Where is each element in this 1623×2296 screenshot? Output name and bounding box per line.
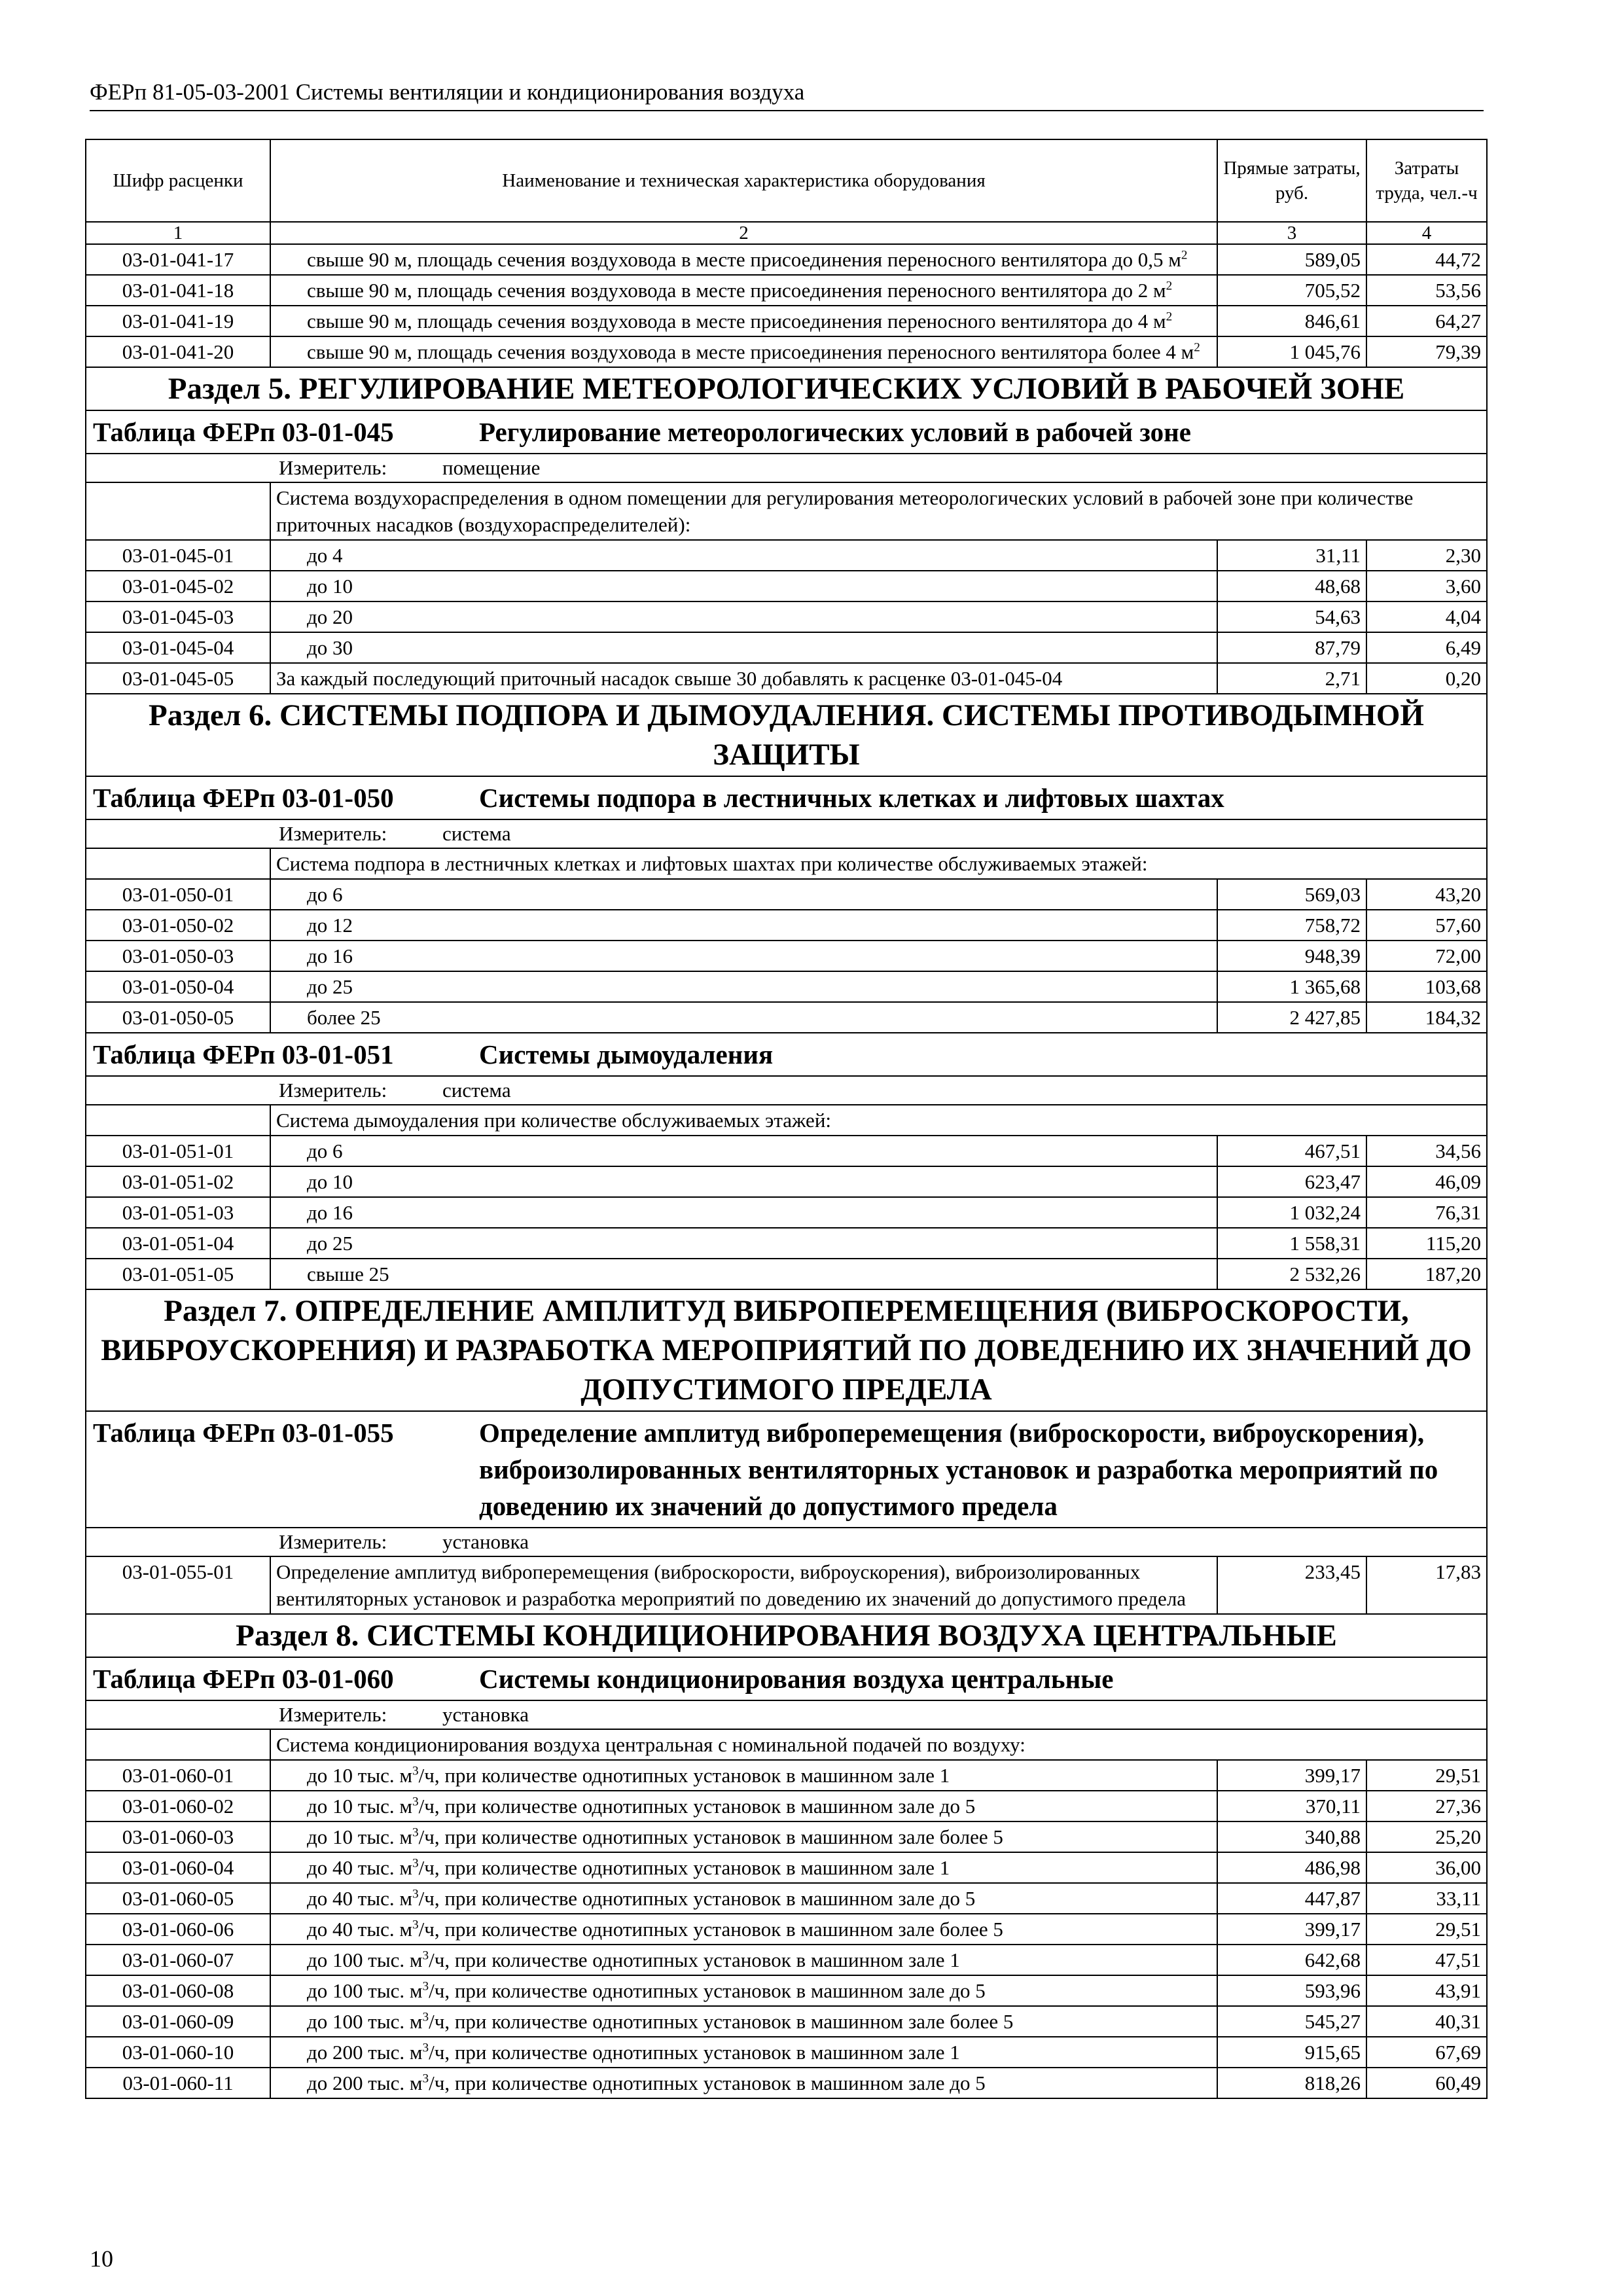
direct-cost: 87,79	[1217, 632, 1366, 663]
unit-exponent: 3	[412, 1856, 419, 1871]
col-header-code: Шифр расценки	[86, 139, 270, 222]
direct-cost: 569,03	[1217, 879, 1366, 910]
rate-description-text: свыше 90 м, площадь сечения воздуховода в месте присоединения переносного вентилятора более 4 м	[307, 340, 1194, 363]
labor-cost: 72,00	[1366, 941, 1487, 971]
rate-description	[270, 1852, 1217, 1883]
unit-exponent: 3	[412, 1918, 419, 1932]
table-title: Регулирование метеорологических условий в рабочей зоне	[479, 417, 1191, 447]
rate-code: 03-01-060-04	[86, 1852, 270, 1883]
rate-description-end: /ч, при количестве однотипных установок в машинном зале более 5	[429, 2010, 1014, 2033]
rate-description-end: /ч, при количестве однотипных установок в машинном зале 1	[418, 1764, 950, 1787]
direct-cost: 545,27	[1217, 2006, 1366, 2037]
unit-exponent: 2	[1166, 310, 1173, 324]
table-note: Система воздухораспределения в одном помещении для регулирования метеорологических условий в рабочей зоне при количестве приточных насадков (воздухораспределителей):	[270, 482, 1487, 540]
direct-cost: 31,11	[1217, 540, 1366, 571]
table-row	[86, 336, 1487, 367]
measurement-row	[86, 819, 1487, 848]
rate-description-text: свыше 90 м, площадь сечения воздуховода в месте присоединения переносного вентилятора до 4 м	[307, 310, 1166, 332]
empty-code-cell	[86, 1105, 270, 1136]
rate-description	[270, 2068, 1217, 2098]
table-row	[86, 1883, 1487, 1914]
table-code: Таблица ФЕРп 03-01-050	[93, 783, 394, 813]
labor-cost: 40,31	[1366, 2006, 1487, 2037]
rate-code: 03-01-041-20	[86, 336, 270, 367]
rate-description	[270, 1556, 1217, 1614]
direct-cost: 399,17	[1217, 1760, 1366, 1791]
rate-description-text: до 4	[307, 544, 343, 567]
unit-exponent: 3	[412, 1887, 419, 1901]
table-heading	[86, 1657, 1487, 1700]
table-row	[86, 2068, 1487, 2098]
rate-description	[270, 2037, 1217, 2068]
table-heading-row	[86, 1657, 1487, 1700]
table-note-row	[86, 1729, 1487, 1760]
labor-cost: 64,27	[1366, 306, 1487, 336]
table-row	[86, 1914, 1487, 1945]
direct-cost: 705,52	[1217, 275, 1366, 306]
rate-description-text: до 6	[307, 1139, 343, 1162]
direct-cost: 623,47	[1217, 1166, 1366, 1197]
rate-description	[270, 632, 1217, 663]
rate-description-start: до 200 тыс. м	[307, 2041, 423, 2064]
table-code: Таблица ФЕРп 03-01-055	[93, 1418, 394, 1448]
measurement-unit	[86, 819, 1487, 848]
rate-description-text: более 25	[307, 1006, 381, 1029]
rate-code: 03-01-050-04	[86, 971, 270, 1002]
rate-description-end: /ч, при количестве однотипных установок в машинном зале 1	[418, 1856, 950, 1879]
rate-description-start: до 40 тыс. м	[307, 1856, 413, 1879]
direct-cost: 642,68	[1217, 1945, 1366, 1975]
rate-description	[270, 1883, 1217, 1914]
table-heading	[86, 410, 1487, 454]
labor-cost: 36,00	[1366, 1852, 1487, 1883]
table-row	[86, 971, 1487, 1002]
table-row	[86, 540, 1487, 571]
measurement-unit	[86, 1076, 1487, 1105]
table-title: Системы подпора в лестничных клетках и лифтовых шахтах	[479, 783, 1224, 813]
rate-description-end: /ч, при количестве однотипных установок в машинном зале 1	[429, 2041, 960, 2064]
rate-description-end: /ч, при количестве однотипных установок в машинном зале до 5	[418, 1887, 976, 1910]
rate-description-text: до 25	[307, 975, 353, 998]
rate-description	[270, 540, 1217, 571]
table-row	[86, 306, 1487, 336]
rate-description	[270, 1975, 1217, 2006]
rate-description-text: до 30	[307, 636, 353, 659]
rate-description	[270, 244, 1217, 275]
rate-code: 03-01-050-03	[86, 941, 270, 971]
table-row	[86, 941, 1487, 971]
rate-description-text: Определение амплитуд виброперемещения (виброскорости, виброускорения), виброизолированных вентиляторных установок и разработка мероприятий по доведению их значений до допустимого предела	[276, 1560, 1186, 1610]
table-note: Система подпора в лестничных клетках и лифтовых шахтах при количестве обслуживаемых этажей:	[270, 848, 1487, 879]
unit-exponent: 3	[422, 1948, 429, 1963]
rate-description	[270, 1259, 1217, 1289]
rate-description-end: /ч, при количестве однотипных установок в машинном зале до 5	[418, 1795, 976, 1818]
measurement-label: Измеритель:	[279, 1530, 387, 1553]
direct-cost: 593,96	[1217, 1975, 1366, 2006]
rate-description-start: до 40 тыс. м	[307, 1887, 413, 1910]
rate-description	[270, 336, 1217, 367]
rate-description-end: /ч, при количестве однотипных установок в машинном зале более 5	[418, 1825, 1003, 1848]
direct-cost: 370,11	[1217, 1791, 1366, 1821]
rate-code: 03-01-060-06	[86, 1914, 270, 1945]
table-row	[86, 663, 1487, 694]
unit-exponent: 3	[412, 1795, 419, 1809]
rate-code: 03-01-041-18	[86, 275, 270, 306]
rate-description-text: свыше 25	[307, 1263, 389, 1285]
rate-description	[270, 1945, 1217, 1975]
labor-cost: 3,60	[1366, 571, 1487, 601]
table-row	[86, 879, 1487, 910]
rate-code: 03-01-060-09	[86, 2006, 270, 2037]
rate-description-start: до 100 тыс. м	[307, 1948, 423, 1971]
direct-cost: 2 532,26	[1217, 1259, 1366, 1289]
section-heading-row	[86, 694, 1487, 776]
col-number-4: 4	[1366, 222, 1487, 244]
rate-code: 03-01-045-04	[86, 632, 270, 663]
rate-description	[270, 1821, 1217, 1852]
direct-cost: 340,88	[1217, 1821, 1366, 1852]
unit-exponent: 3	[412, 1764, 419, 1778]
measurement-value: система	[442, 1079, 511, 1102]
labor-cost: 2,30	[1366, 540, 1487, 571]
table-note-row	[86, 482, 1487, 540]
rate-description	[270, 275, 1217, 306]
rate-description-start: до 10 тыс. м	[307, 1825, 413, 1848]
rate-code: 03-01-060-08	[86, 1975, 270, 2006]
rate-description-start: до 10 тыс. м	[307, 1764, 413, 1787]
table-row	[86, 601, 1487, 632]
measurement-value: система	[442, 822, 511, 845]
labor-cost: 184,32	[1366, 1002, 1487, 1033]
measurement-row	[86, 1700, 1487, 1729]
rate-code: 03-01-045-02	[86, 571, 270, 601]
unit-exponent: 3	[422, 2010, 429, 2024]
table-heading-row	[86, 410, 1487, 454]
rate-description-end: /ч, при количестве однотипных установок в машинном зале 1	[429, 1948, 960, 1971]
unit-exponent: 3	[422, 2072, 429, 2086]
table-note-row	[86, 1105, 1487, 1136]
table-row	[86, 1760, 1487, 1791]
measurement-label: Измеритель:	[279, 1703, 387, 1726]
table-code: Таблица ФЕРп 03-01-051	[93, 1039, 394, 1069]
rate-code: 03-01-051-04	[86, 1228, 270, 1259]
rate-description-text: свыше 90 м, площадь сечения воздуховода в месте присоединения переносного вентилятора до 2 м	[307, 279, 1166, 302]
rate-description	[270, 1166, 1217, 1197]
labor-cost: 29,51	[1366, 1760, 1487, 1791]
table-row	[86, 1945, 1487, 1975]
rates-table-body	[86, 139, 1487, 2098]
page-header: ФЕРп 81-05-03-2001 Системы вентиляции и кондиционирования воздуха	[90, 76, 1484, 111]
unit-exponent: 2	[1166, 279, 1173, 293]
direct-cost: 1 365,68	[1217, 971, 1366, 1002]
rate-description	[270, 571, 1217, 601]
direct-cost: 818,26	[1217, 2068, 1366, 2098]
page-number: 10	[90, 2246, 113, 2272]
measurement-row	[86, 1528, 1487, 1556]
labor-cost: 27,36	[1366, 1791, 1487, 1821]
col-number-1: 1	[86, 222, 270, 244]
rate-code: 03-01-045-01	[86, 540, 270, 571]
measurement-value: установка	[442, 1530, 529, 1553]
section-heading-row	[86, 1289, 1487, 1411]
rate-description	[270, 601, 1217, 632]
labor-cost: 34,56	[1366, 1136, 1487, 1166]
rate-description-text: до 25	[307, 1232, 353, 1255]
rate-code: 03-01-045-03	[86, 601, 270, 632]
direct-cost: 447,87	[1217, 1883, 1366, 1914]
direct-cost: 486,98	[1217, 1852, 1366, 1883]
column-number-row	[86, 222, 1487, 244]
labor-cost: 57,60	[1366, 910, 1487, 941]
table-row	[86, 632, 1487, 663]
section-heading-row	[86, 1614, 1487, 1657]
direct-cost: 233,45	[1217, 1556, 1366, 1614]
direct-cost: 1 032,24	[1217, 1197, 1366, 1228]
measurement-label: Измеритель:	[279, 822, 387, 845]
unit-exponent: 3	[422, 1979, 429, 1994]
rate-code: 03-01-060-02	[86, 1791, 270, 1821]
table-note-row	[86, 848, 1487, 879]
rate-description	[270, 971, 1217, 1002]
table-heading-row	[86, 776, 1487, 819]
col-number-3: 3	[1217, 222, 1366, 244]
rate-description	[270, 879, 1217, 910]
direct-cost: 399,17	[1217, 1914, 1366, 1945]
table-row	[86, 1556, 1487, 1614]
labor-cost: 6,49	[1366, 632, 1487, 663]
section-heading: Раздел 8. СИСТЕМЫ КОНДИЦИОНИРОВАНИЯ ВОЗДУХА ЦЕНТРАЛЬНЫЕ	[86, 1614, 1487, 1657]
rate-description	[270, 663, 1217, 694]
direct-cost: 589,05	[1217, 244, 1366, 275]
labor-cost: 60,49	[1366, 2068, 1487, 2098]
table-row	[86, 1002, 1487, 1033]
rate-description-text: до 20	[307, 605, 353, 628]
labor-cost: 33,11	[1366, 1883, 1487, 1914]
rate-code: 03-01-060-10	[86, 2037, 270, 2068]
rate-code: 03-01-051-02	[86, 1166, 270, 1197]
table-heading-row	[86, 1033, 1487, 1076]
rate-description	[270, 2006, 1217, 2037]
rate-description-end: /ч, при количестве однотипных установок в машинном зале до 5	[429, 2072, 986, 2094]
rate-code: 03-01-050-01	[86, 879, 270, 910]
rate-code: 03-01-060-01	[86, 1760, 270, 1791]
rate-description	[270, 306, 1217, 336]
rates-table	[85, 139, 1488, 2099]
direct-cost: 2 427,85	[1217, 1002, 1366, 1033]
labor-cost: 53,56	[1366, 275, 1487, 306]
table-row	[86, 244, 1487, 275]
rate-description	[270, 1914, 1217, 1945]
table-row	[86, 275, 1487, 306]
col-header-labor: Затраты труда, чел.-ч	[1366, 139, 1487, 222]
labor-cost: 187,20	[1366, 1259, 1487, 1289]
unit-exponent: 2	[1181, 248, 1188, 262]
rate-description-text: свыше 90 м, площадь сечения воздуховода в месте присоединения переносного вентилятора до 0,5 м	[307, 248, 1181, 271]
table-row	[86, 1852, 1487, 1883]
rate-description-end: /ч, при количестве однотипных установок в машинном зале до 5	[429, 1979, 986, 2002]
table-title: Определение амплитуд виброперемещения (виброскорости, виброускорения), виброизолированных вентиляторных установок и разработка мероприятий по доведению их значений до допустимого предела	[479, 1418, 1438, 1521]
rate-description-text: до 16	[307, 1201, 353, 1224]
rate-description	[270, 1228, 1217, 1259]
table-heading-row	[86, 1411, 1487, 1528]
measurement-row	[86, 1076, 1487, 1105]
table-row	[86, 1166, 1487, 1197]
direct-cost: 758,72	[1217, 910, 1366, 941]
labor-cost: 17,83	[1366, 1556, 1487, 1614]
direct-cost: 1 045,76	[1217, 336, 1366, 367]
measurement-row	[86, 454, 1487, 482]
table-heading	[86, 1033, 1487, 1076]
measurement-value: помещение	[442, 456, 541, 479]
measurement-unit	[86, 1700, 1487, 1729]
table-row	[86, 1259, 1487, 1289]
table-heading	[86, 776, 1487, 819]
rate-description-start: до 40 тыс. м	[307, 1918, 413, 1941]
rate-code: 03-01-041-19	[86, 306, 270, 336]
rate-description-start: до 10 тыс. м	[307, 1795, 413, 1818]
rate-code: 03-01-051-05	[86, 1259, 270, 1289]
empty-code-cell	[86, 848, 270, 879]
table-title: Системы кондиционирования воздуха центральные	[479, 1664, 1114, 1694]
direct-cost: 915,65	[1217, 2037, 1366, 2068]
table-row	[86, 1821, 1487, 1852]
rate-code: 03-01-060-07	[86, 1945, 270, 1975]
labor-cost: 29,51	[1366, 1914, 1487, 1945]
rate-description	[270, 1791, 1217, 1821]
direct-cost: 1 558,31	[1217, 1228, 1366, 1259]
direct-cost: 54,63	[1217, 601, 1366, 632]
labor-cost: 67,69	[1366, 2037, 1487, 2068]
section-heading: Раздел 5. РЕГУЛИРОВАНИЕ МЕТЕОРОЛОГИЧЕСКИХ УСЛОВИЙ В РАБОЧЕЙ ЗОНЕ	[86, 367, 1487, 410]
labor-cost: 4,04	[1366, 601, 1487, 632]
rate-code: 03-01-055-01	[86, 1556, 270, 1614]
rate-description	[270, 1197, 1217, 1228]
table-heading	[86, 1411, 1487, 1528]
rate-code: 03-01-050-05	[86, 1002, 270, 1033]
table-row	[86, 1197, 1487, 1228]
direct-cost: 948,39	[1217, 941, 1366, 971]
table-row	[86, 2037, 1487, 2068]
table-note: Система дымоудаления при количестве обслуживаемых этажей:	[270, 1105, 1487, 1136]
labor-cost: 0,20	[1366, 663, 1487, 694]
col-header-name: Наименование и техническая характеристика оборудования	[270, 139, 1217, 222]
rate-description-text: до 6	[307, 883, 343, 906]
rate-code: 03-01-051-01	[86, 1136, 270, 1166]
table-row	[86, 1975, 1487, 2006]
col-number-2: 2	[270, 222, 1217, 244]
labor-cost: 46,09	[1366, 1166, 1487, 1197]
rate-description-end: /ч, при количестве однотипных установок в машинном зале более 5	[418, 1918, 1003, 1941]
table-row	[86, 1228, 1487, 1259]
rate-description	[270, 941, 1217, 971]
rate-description-text: до 10	[307, 1170, 353, 1193]
rate-description	[270, 910, 1217, 941]
section-heading-row	[86, 367, 1487, 410]
table-code: Таблица ФЕРп 03-01-060	[93, 1664, 394, 1694]
table-row	[86, 571, 1487, 601]
labor-cost: 76,31	[1366, 1197, 1487, 1228]
rate-description-text: до 16	[307, 944, 353, 967]
rate-description-start: до 100 тыс. м	[307, 2010, 423, 2033]
table-row	[86, 910, 1487, 941]
rate-code: 03-01-060-11	[86, 2068, 270, 2098]
rate-code: 03-01-041-17	[86, 244, 270, 275]
rate-description	[270, 1002, 1217, 1033]
measurement-unit	[86, 454, 1487, 482]
labor-cost: 44,72	[1366, 244, 1487, 275]
labor-cost: 43,20	[1366, 879, 1487, 910]
direct-cost: 846,61	[1217, 306, 1366, 336]
rate-code: 03-01-060-05	[86, 1883, 270, 1914]
labor-cost: 47,51	[1366, 1945, 1487, 1975]
labor-cost: 43,91	[1366, 1975, 1487, 2006]
rate-code: 03-01-045-05	[86, 663, 270, 694]
table-row	[86, 1791, 1487, 1821]
unit-exponent: 3	[412, 1825, 419, 1840]
table-title: Системы дымоудаления	[479, 1039, 774, 1069]
direct-cost: 48,68	[1217, 571, 1366, 601]
labor-cost: 103,68	[1366, 971, 1487, 1002]
rate-code: 03-01-050-02	[86, 910, 270, 941]
measurement-label: Измеритель:	[279, 1079, 387, 1102]
unit-exponent: 2	[1194, 340, 1200, 355]
table-row	[86, 1136, 1487, 1166]
table-code: Таблица ФЕРп 03-01-045	[93, 417, 394, 447]
rate-description	[270, 1136, 1217, 1166]
table-note: Система кондиционирования воздуха центральная с номинальной подачей по воздуху:	[270, 1729, 1487, 1760]
rate-description-text: За каждый последующий приточный насадок свыше 30 добавлять к расценке 03-01-045-04	[276, 667, 1063, 690]
measurement-value: установка	[442, 1703, 529, 1726]
rate-description-text: до 12	[307, 914, 353, 937]
direct-cost: 467,51	[1217, 1136, 1366, 1166]
section-heading: Раздел 6. СИСТЕМЫ ПОДПОРА И ДЫМОУДАЛЕНИЯ. СИСТЕМЫ ПРОТИВОДЫМНОЙ ЗАЩИТЫ	[86, 694, 1487, 776]
measurement-label: Измеритель:	[279, 456, 387, 479]
rate-description-start: до 200 тыс. м	[307, 2072, 423, 2094]
rate-code: 03-01-051-03	[86, 1197, 270, 1228]
section-heading: Раздел 7. ОПРЕДЕЛЕНИЕ АМПЛИТУД ВИБРОПЕРЕМЕЩЕНИЯ (ВИБРОСКОРОСТИ, ВИБРОУСКОРЕНИЯ) И РАЗРАБОТКА МЕРОПРИЯТИЙ ПО ДОВЕДЕНИЮ ИХ ЗНАЧЕНИЙ ДО ДОПУСТИМОГО ПРЕДЕЛА	[86, 1289, 1487, 1411]
labor-cost: 115,20	[1366, 1228, 1487, 1259]
direct-cost: 2,71	[1217, 663, 1366, 694]
rate-description-start: до 100 тыс. м	[307, 1979, 423, 2002]
empty-code-cell	[86, 482, 270, 540]
rate-description-text: до 10	[307, 575, 353, 598]
labor-cost: 25,20	[1366, 1821, 1487, 1852]
table-row	[86, 2006, 1487, 2037]
labor-cost: 79,39	[1366, 336, 1487, 367]
col-header-cost: Прямые затраты, руб.	[1217, 139, 1366, 222]
column-header-row	[86, 139, 1487, 222]
empty-code-cell	[86, 1729, 270, 1760]
rate-description	[270, 1760, 1217, 1791]
measurement-unit	[86, 1528, 1487, 1556]
unit-exponent: 3	[422, 2041, 429, 2055]
rate-code: 03-01-060-03	[86, 1821, 270, 1852]
